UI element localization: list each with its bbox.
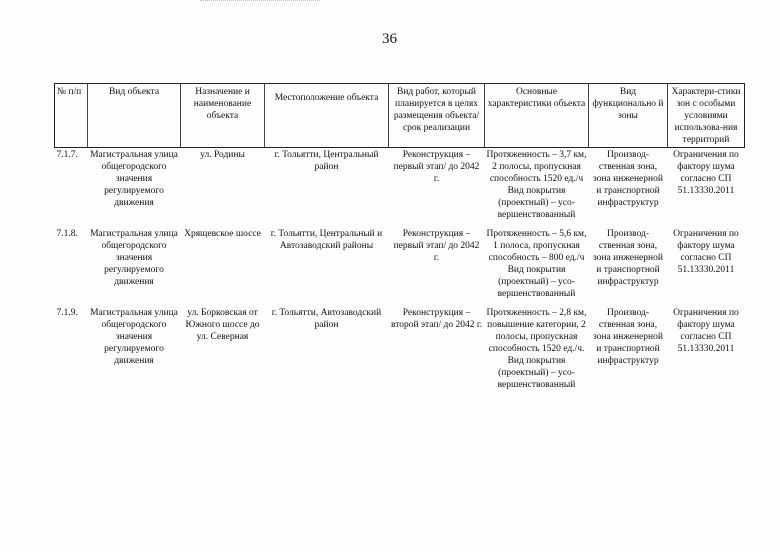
header-cell-object-type: Вид объекта	[88, 84, 181, 148]
table-header-row	[55, 84, 745, 148]
work-cell: Реконструкция – второй этап/ до 2042 г.	[390, 308, 483, 330]
characteristics-cell: Протяженность – 5,6 км, 1 полоса, пропускная способность – 800 ед./ч Вид покрытия (проектный) – усо-вершенствованный	[486, 229, 587, 299]
page-number: 36	[382, 31, 397, 47]
table-row	[55, 306, 745, 397]
header-cell-work: Вид работ, который планируется в целях размещения объекта/срок реализации	[389, 84, 485, 148]
object-type-cell: Магистральная улица общегородского значения регулируемого движения	[90, 308, 178, 366]
header-cell-name: Назначение и наименование объекта	[181, 84, 265, 148]
work-cell: Реконструкция – первый этап/ до 2042 г.	[393, 229, 480, 263]
object-type-cell: Магистральная улица общегородского значения регулируемого движения	[90, 229, 178, 287]
location-cell: г. Тольятти, Центральный и Автозаводский районы	[270, 229, 383, 251]
characteristics-cell: Протяженность – 2,8 км, повышение категории, 2 полосы, пропускная способность 1520 ед./ч. Вид покрытия (проектный) – усо-вершенствованный	[486, 308, 587, 390]
header-cell-characteristics: Основные характеристики объекта	[485, 84, 589, 148]
row-number: 7.1.7.	[56, 150, 78, 160]
row-number: 7.1.9.	[56, 308, 78, 318]
work-cell: Реконструкция – первый этап/ до 2042 г.	[393, 150, 480, 184]
header-cell-location	[265, 84, 389, 148]
restrictions-cell: Ограничения по фактору шума согласно СП 51.13330.2011	[673, 229, 739, 275]
table-row	[55, 148, 745, 228]
object-type-cell: Магистральная улица общегородского значения регулируемого движения	[90, 150, 178, 208]
header-cell-zone: Вид функционально й зоны	[589, 84, 668, 148]
object-name-cell: Хрящевское шоссе	[184, 229, 261, 239]
object-name-cell: ул. Борковская от Южного шоссе до ул. Северная	[185, 308, 260, 342]
characteristics-cell: Протяженность – 3,7 км, 2 полосы, пропускная способность 1520 ед./ч Вид покрытия (проектный) – усо-вершенствованный	[486, 150, 587, 220]
header-location-label: Местоположение объекта	[274, 93, 379, 103]
zone-cell: Производ-ственная зона, зона инженерной и транспортной инфраструктур	[593, 150, 663, 208]
location-cell: г. Тольятти, Автозаводский район	[271, 308, 382, 330]
table-row	[55, 227, 745, 306]
objects-table	[54, 83, 745, 397]
scan-artifact	[200, 0, 320, 7]
row-number: 7.1.8.	[56, 229, 78, 239]
restrictions-cell: Ограничения по фактору шума согласно СП 51.13330.2011	[673, 308, 739, 354]
location-cell: г. Тольятти, Центральный район	[274, 150, 379, 172]
object-name-cell: ул. Родины	[200, 150, 245, 160]
header-cell-restrictions: Характери-стики зон с особыми условиями использова-ния территорий	[668, 84, 745, 148]
restrictions-cell: Ограничения по фактору шума согласно СП 51.13330.2011	[673, 150, 739, 196]
zone-cell: Производ-ственная зона, зона инженерной и транспортной инфраструктур	[593, 229, 663, 287]
header-cell-number: № п/п	[55, 84, 88, 148]
zone-cell: Производ-ственная зона, зона инженерной и транспортной инфраструктур	[593, 308, 663, 366]
